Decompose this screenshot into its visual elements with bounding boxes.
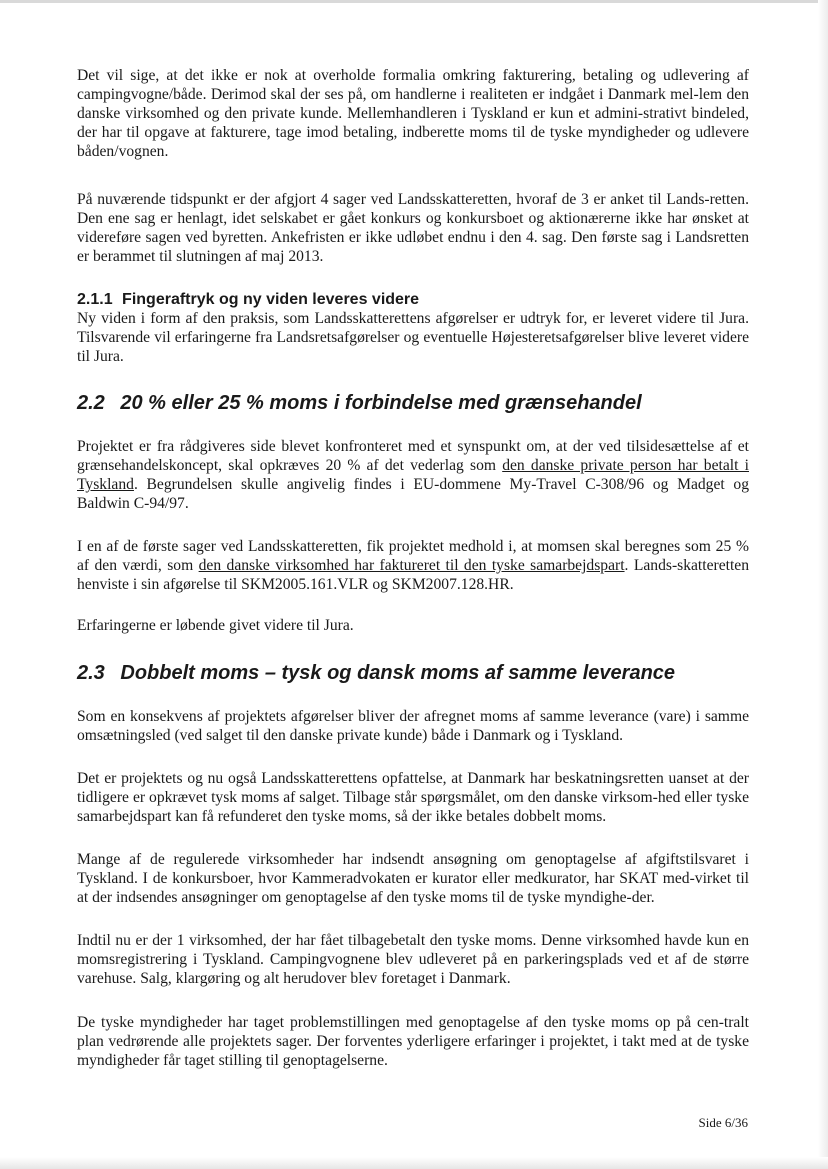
section-2-2-p2-underlined: den danske virksomhed har faktureret til den tyske samarbejdspart — [198, 557, 625, 574]
document-body — [77, 66, 749, 1070]
section-2-2-number: 2.2 — [77, 392, 105, 414]
section-2-3-heading — [77, 661, 749, 685]
page-right-edge — [818, 0, 828, 1169]
section-2-3-number: 2.3 — [77, 662, 105, 684]
section-2-2-paragraph-2 — [77, 537, 749, 594]
section-2-3-title: Dobbelt moms – tysk og dansk moms af samme leverance — [120, 662, 676, 684]
intro-paragraph: Det vil sige, at det ikke er nok at overholde formalia omkring fakturering, betaling og udlevering af campingvogne/både. Derimod skal der ses på, om handlerne i realiteten er indgået i Danmark mel-lem den danske virksomhed og den private kunde. Mellemhandleren i Tyskland er kun et admini-strativt bindeled, der har til opgave at fakturere, tage imod betaling, indberette moms til de tyske myndigheder og udlevere båden/vognen. — [77, 67, 749, 160]
section-2-2-paragraph-1 — [77, 437, 749, 513]
status-paragraph: På nuværende tidspunkt er der afgjort 4 sager ved Landsskatteretten, hvoraf de 3 er anket til Lands-retten. Den ene sag er henlagt, idet selskabet er gået konkurs og konkursboet og aktionærerne ikke har ønsket at videreføre sagen ved byretten. Ankefristen er ikke udløbet endnu i den 4. sag. Den første sag i Landsretten er berammet til slutningen af maj 2013. — [77, 191, 749, 265]
section-2-3-paragraph-1: Som en konsekvens af projektets afgørelser bliver der afregnet moms af samme leverance (vare) i samme omsætningsled (ved salget til den danske private kunde) både i Danmark og i Tyskland. — [77, 708, 749, 744]
section-2-2-p1-text-start: Projektet er fra rådgiveres side blevet konfronteret med et synspunkt om, at der ved tilsidesættelse af et grænsehandelskoncept, skal opkræves 20 % af det vederlag som — [77, 438, 749, 474]
section-2-2-p2-text-start: I en af de første sager ved Landsskatteretten, fik projektet medhold i, at momsen skal beregnes som 25 % af den værdi, som — [77, 538, 749, 574]
section-2-1-1-paragraph: Ny viden i form af den praksis, som Landsskatterettens afgørelser er udtryk for, er leveret videre til Jura. Tilsvarende vil erfaringerne fra Landsretsafgørelser og eventuelle Højesteretsafgørelser blive leveret videre til Jura. — [77, 310, 749, 365]
section-2-3-paragraph-3: Mange af de regulerede virksomheder har indsendt ansøgning om genoptagelse af afgiftstilsvaret i Tyskland. I de konkursboer, hvor Kammeradvokaten er kurator eller medkurator, har SKAT med-virket til at der indsendes ansøgninger om genoptagelse af den tyske moms til de tyske myndighe-der. — [77, 851, 749, 906]
section-2-2-p1-text-end: . Begrundelsen skulle angivelig findes i EU-dommene My-Travel C-308/96 og Madget og Baldwin C-94/97. — [77, 476, 749, 512]
section-2-3-paragraph-2: Det er projektets og nu også Landsskatterettens opfattelse, at Danmark har beskatningsretten uanset at der tidligere er opkrævet tysk moms af salget. Tilbage står spørgsmålet, om den danske virksom-hed eller tyske samarbejdspart kan få refunderet den tyske moms, så der ikke betales dobbelt moms. — [77, 770, 749, 825]
section-2-2-title: 20 % eller 25 % moms i forbindelse med grænsehandel — [120, 392, 642, 414]
section-2-1-1-title: Fingeraftryk og ny viden leveres videre — [122, 291, 420, 308]
section-2-2-paragraph-3: Erfaringerne er løbende givet videre til Jura. — [77, 617, 354, 634]
page-bottom-edge — [0, 1157, 828, 1169]
page-number: Side 6/36 — [698, 1115, 748, 1130]
section-2-2-p1-underlined: den danske private person har betalt i Tyskland — [77, 457, 749, 493]
section-2-2-p2-text-end: . Lands-skatteretten henviste i sin afgørelse til SKM2005.161.VLR og SKM2007.128.HR. — [77, 557, 750, 593]
section-2-3-paragraph-4: Indtil nu er der 1 virksomhed, der har fået tilbagebetalt den tyske moms. Denne virksomhed havde kun en momsregistrering i Tyskland. Campingvognene blev udleveret på en parkeringsplads ved et af de større varehuse. Salg, klargøring og alt herudover blev foretaget i Danmark. — [77, 932, 749, 987]
section-2-2-heading — [77, 391, 749, 415]
section-2-3-paragraph-5: De tyske myndigheder har taget problemstillingen med genoptagelse af den tyske moms op på cen-tralt plan vedrørende alle projektets sager. Der forventes yderligere erfaringer i projektet, i takt med at de tyske myndigheder får taget stilling til genoptagelserne. — [77, 1014, 749, 1069]
section-2-1-1-number: 2.1.1 — [77, 291, 113, 308]
page-top-edge — [0, 0, 828, 3]
section-2-1-1-heading — [77, 290, 749, 309]
